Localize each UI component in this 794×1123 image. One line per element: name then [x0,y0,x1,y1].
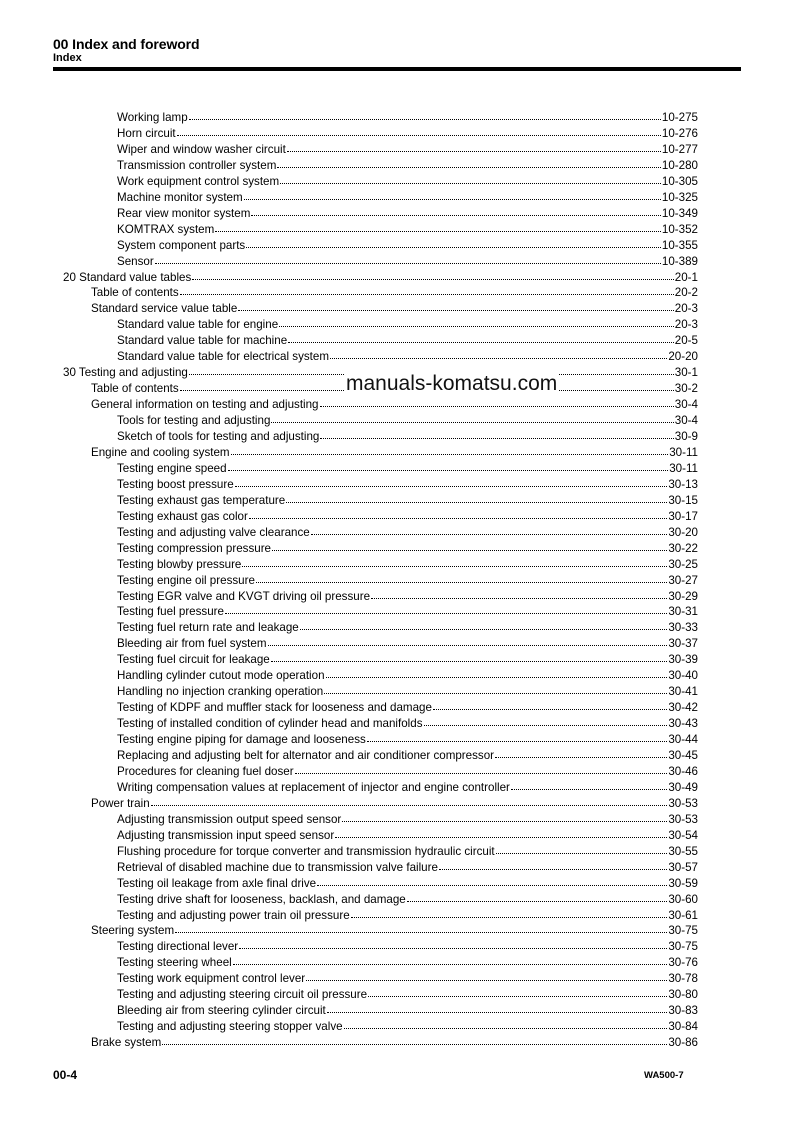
toc-entry-page: 30-86 [668,1036,698,1050]
toc-entry[interactable] [117,188,698,204]
toc-leader-dots [439,857,667,870]
toc-leader-dots [231,442,669,455]
toc-leader-dots [342,809,667,822]
toc-entry-label: KOMTRAX system [117,222,215,236]
toc-leader-dots [367,729,668,742]
toc-entry[interactable] [117,156,698,172]
toc-entry-label: System component parts [117,238,246,252]
toc-entry-page: 30-11 [669,445,698,459]
toc-entry-page: 10-389 [661,254,698,268]
toc-leader-dots [335,825,667,838]
toc-entry[interactable] [117,204,698,220]
toc-leader-dots [271,410,673,423]
toc-entry-label: Machine monitor system [117,190,243,204]
toc-leader-dots [320,426,673,439]
toc-entry[interactable] [117,1001,698,1017]
toc-entry-page: 30-53 [668,796,698,810]
toc-entry-label: Engine and cooling system [91,445,230,459]
toc-entry-page: 30-25 [668,557,698,571]
toc-entry-page: 10-325 [661,190,698,204]
toc-leader-dots [306,968,667,981]
toc-entry-label: Standard value table for electrical system [117,350,330,364]
toc-entry-page: 30-54 [668,828,698,842]
toc-entry-page: 30-39 [668,653,698,667]
toc-entry-label: Testing engine speed [117,461,227,475]
toc-entry-page: 30-80 [668,988,698,1002]
toc-entry-page: 30-59 [668,876,698,890]
toc-entry-page: 10-305 [661,174,698,188]
toc-leader-dots [344,1016,668,1029]
toc-entry-label: Flushing procedure for torque converter and transmission hydraulic circuit [117,844,495,858]
toc-entry[interactable] [117,826,698,842]
toc-leader-dots [311,522,668,535]
toc-entry-label: Standard value table for engine [117,318,279,332]
toc-leader-dots [286,490,667,503]
toc-leader-dots [371,586,667,599]
toc-leader-dots [288,330,674,343]
toc-entry-label: Testing fuel return rate and leakage [117,621,299,635]
toc-leader-dots [155,251,661,264]
toc-leader-dots [151,793,668,806]
toc-entry[interactable] [117,427,698,443]
toc-entry-page: 30-17 [668,509,698,523]
toc-entry-label: Standard service value table [91,302,238,316]
toc-entry-page: 20-20 [668,350,698,364]
toc-entry-label: Steering system [91,924,175,938]
toc-entry-page: 10-275 [661,111,698,124]
toc-entry-page: 30-1 [674,366,698,380]
toc-entry-label: Handling cylinder cutout mode operation [117,669,325,683]
toc-entry-label: Testing and adjusting valve clearance [117,525,310,539]
toc-entry[interactable] [117,587,698,603]
toc-leader-dots [238,298,673,311]
toc-entry-label: Testing exhaust gas temperature [117,493,286,507]
toc-entry-label: General information on testing and adjusting [91,398,319,412]
toc-leader-dots [279,314,674,327]
toc-entry[interactable] [117,810,698,826]
toc-entry[interactable] [117,475,698,491]
toc-entry[interactable] [117,969,698,985]
toc-entry-page: 10-277 [661,142,698,156]
toc-leader-dots [177,123,661,136]
toc-entry[interactable] [117,220,698,236]
toc-entry[interactable] [117,331,698,347]
toc-leader-dots [496,841,668,854]
toc-leader-dots [271,649,668,662]
toc-entry-label: Horn circuit [117,126,176,140]
toc-leader-dots [317,873,667,886]
toc-entry[interactable] [117,906,698,922]
toc-entry[interactable] [117,140,698,156]
toc-entry-label: Standard value table for machine [117,334,288,348]
toc-entry[interactable] [91,395,698,411]
toc-leader-dots [287,139,661,152]
toc-entry-label: Writing compensation values at replacement of injector and engine controller [117,780,510,794]
toc-entry-page: 30-84 [668,1020,698,1034]
toc-entry[interactable] [63,268,698,284]
toc-entry-label: Testing engine oil pressure [117,573,255,587]
toc-leader-dots [244,187,661,200]
toc-entry[interactable] [91,921,698,937]
toc-entry-page: 30-13 [668,477,698,491]
toc-entry[interactable] [117,746,698,762]
toc-entry-label: 30 Testing and adjusting [63,366,188,380]
toc-leader-dots [295,761,668,774]
footer-model: WA500-7 [644,1070,684,1081]
toc-entry-page: 30-29 [668,589,698,603]
toc-leader-dots [215,219,661,232]
toc-entry[interactable] [117,778,698,794]
toc-entry[interactable] [117,315,698,331]
toc-leader-dots [225,601,667,614]
toc-entry-page: 30-22 [668,541,698,555]
toc-entry-page: 30-61 [668,908,698,922]
toc-entry-page: 20-1 [674,270,698,284]
toc-entry-page: 30-20 [668,525,698,539]
chapter-title: 00 Index and foreword [53,36,200,52]
toc-leader-dots [495,745,667,758]
toc-entry[interactable] [117,252,698,268]
toc-entry[interactable] [117,858,698,874]
toc-leader-dots [433,697,667,710]
toc-entry-label: Testing of KDPF and muffler stack for looseness and damage [117,701,432,715]
toc-entry-label: Testing EGR valve and KVGT driving oil pressure [117,589,371,603]
toc-entry[interactable] [117,666,698,682]
toc-entry-page: 30-40 [668,669,698,683]
toc-entry-page: 30-31 [668,605,698,619]
toc-entry[interactable] [117,874,698,890]
footer-page-number: 00-4 [53,1068,78,1082]
toc-entry-page: 30-27 [668,573,698,587]
toc-entry[interactable] [117,523,698,539]
toc-entry-page: 30-53 [668,812,698,826]
toc-entry-page: 30-75 [668,940,698,954]
toc-entry-label: Bleeding air from steering cylinder circuit [117,1004,326,1018]
toc-entry[interactable] [117,507,698,523]
toc-entry-page: 30-33 [668,621,698,635]
toc-entry[interactable] [117,491,698,507]
toc-entry-label: Procedures for cleaning fuel doser [117,764,294,778]
toc-entry-label: Testing directional lever [117,940,239,954]
toc-entry-page: 20-2 [674,286,698,300]
toc-entry[interactable] [117,172,698,188]
toc-entry-page: 30-76 [668,956,698,970]
toc-entry[interactable] [117,459,698,475]
toc-entry-page: 30-57 [668,860,698,874]
toc-entry[interactable] [117,571,698,587]
toc-entry-page: 20-5 [674,334,698,348]
toc-entry-page: 30-75 [668,924,698,938]
toc-entry-page: 30-43 [668,717,698,731]
toc-entry-page: 30-46 [668,764,698,778]
toc-entry-label: Working lamp [117,111,188,124]
toc-leader-dots [407,889,668,902]
toc-entry-label: Replacing and adjusting belt for alternator and air conditioner compressor [117,749,495,762]
toc-entry-page: 30-11 [669,461,698,475]
toc-leader-dots [242,554,667,567]
toc-leader-dots [239,936,667,949]
toc-entry-page: 10-355 [661,238,698,252]
toc-entry-page: 30-15 [668,493,698,507]
toc-entry-label: Work equipment control system [117,174,280,188]
toc-entry-page: 10-276 [661,126,698,140]
toc-entry-label: Tools for testing and adjusting [117,414,271,428]
toc-leader-dots [424,713,668,726]
toc-entry-page: 20-3 [674,318,698,332]
toc-entry-page: 30-83 [668,1004,698,1018]
toc-entry[interactable] [117,618,698,634]
toc-leader-dots [511,777,667,790]
toc-leader-dots [277,155,661,168]
toc-entry-label: Testing fuel circuit for leakage [117,653,270,667]
toc-leader-dots [189,107,661,120]
toc-leader-dots [272,538,667,551]
toc-entry-page: 10-280 [661,158,698,172]
toc-entry[interactable] [117,953,698,969]
toc-entry[interactable] [91,443,698,459]
toc-leader-dots [246,235,661,248]
toc-entry[interactable] [117,714,698,730]
toc-entry[interactable] [117,411,698,427]
toc-entry-label: Testing blowby pressure [117,557,242,571]
toc-entry-label: Sensor [117,254,154,268]
toc-entry[interactable] [117,985,698,1001]
toc-leader-dots [320,394,674,407]
toc-entry-label: Testing oil leakage from axle final drive [117,876,317,890]
toc-entry-page: 30-42 [668,701,698,715]
toc-entry[interactable] [117,842,698,858]
toc-leader-dots [327,1000,668,1013]
toc-entry[interactable] [117,108,698,124]
toc-entry[interactable] [91,1033,698,1049]
toc-leader-dots [175,920,667,933]
toc-entry[interactable] [117,555,698,571]
toc-entry[interactable] [91,283,698,299]
toc-entry[interactable] [117,124,698,140]
toc-entry-label: Handling no injection cranking operation [117,685,324,699]
header-rule [53,67,741,71]
toc-leader-dots [180,282,674,295]
toc-entry-label: Testing fuel pressure [117,605,224,619]
toc-leader-dots [251,203,661,216]
toc-entry[interactable] [91,794,698,810]
toc-leader-dots [324,681,667,694]
toc-entry-page: 30-2 [674,382,698,396]
toc-entry[interactable] [117,236,698,252]
toc-entry-label: 20 Standard value tables [63,270,192,284]
toc-entry[interactable] [117,602,698,618]
toc-entry-label: Brake system [91,1036,162,1050]
toc-entry[interactable] [117,937,698,953]
toc-entry-label: Retrieval of disabled machine due to transmission valve failure [117,860,438,874]
toc-entry[interactable] [117,650,698,666]
toc-entry-label: Testing steering wheel [117,956,232,970]
toc-entry-page: 30-49 [668,780,698,794]
toc-entry-label: Testing engine piping for damage and looseness [117,733,366,747]
toc-leader-dots [249,506,668,519]
toc-entry-label: Wiper and window washer circuit [117,142,286,156]
toc-entry-page: 30-78 [668,972,698,986]
toc-entry-label: Testing work equipment control lever [117,972,306,986]
toc-entry-label: Power train [91,796,150,810]
toc-entry-page: 10-349 [661,206,698,220]
toc-entry-page: 20-3 [674,302,698,316]
toc-entry[interactable] [117,1017,698,1033]
toc-entry[interactable] [117,890,698,906]
toc-entry-label: Testing and adjusting power train oil pressure [117,908,350,922]
toc-entry-label: Table of contents [91,382,179,396]
toc-leader-dots [330,346,667,359]
toc-entry-label: Testing drive shaft for looseness, backlash, and damage [117,892,406,906]
toc-entry-page: 30-37 [668,637,698,651]
toc-entry-label: Testing compression pressure [117,541,272,555]
toc-entry[interactable] [117,698,698,714]
toc-leader-dots [280,171,661,184]
toc-leader-dots [233,952,668,965]
toc-entry-label: Testing exhaust gas color [117,509,248,523]
toc-entry-page: 30-4 [674,398,698,412]
toc-entry[interactable] [91,299,698,315]
toc-entry-page: 30-55 [668,844,698,858]
toc-entry-label: Bleeding air from fuel system [117,637,267,651]
toc-entry-page: 30-9 [674,430,698,443]
toc-entry[interactable] [117,682,698,698]
toc-entry-label: Rear view monitor system [117,206,251,220]
toc-leader-dots [326,665,668,678]
toc-entry-label: Table of contents [91,286,179,300]
toc-entry[interactable] [117,762,698,778]
toc-entry-label: Adjusting transmission input speed sensor [117,828,335,842]
toc-leader-dots [300,617,668,630]
toc-entry-label: Transmission controller system [117,158,277,172]
toc-entry-page: 30-44 [668,733,698,747]
toc-leader-dots [162,1032,667,1045]
toc-entry-label: Testing and adjusting steering circuit oil pressure [117,988,368,1002]
toc-entry-label: Testing boost pressure [117,477,234,491]
toc-entry-page: 30-4 [674,414,698,428]
toc-entry-label: Adjusting transmission output speed sensor [117,812,342,826]
toc-entry[interactable] [117,347,698,363]
toc-leader-dots [192,267,674,280]
toc-entry-page: 30-60 [668,892,698,906]
section-subtitle: Index [53,52,82,64]
toc-entry-label: Testing of installed condition of cylinder head and manifolds [117,717,423,731]
watermark: manuals-komatsu.com [346,372,558,395]
toc-leader-dots [235,474,668,487]
toc-entry-label: Testing and adjusting steering stopper valve [117,1020,343,1034]
toc-leader-dots [228,458,669,471]
toc-entry-label: Sketch of tools for testing and adjusting [117,430,320,443]
toc-leader-dots [351,905,668,918]
toc-leader-dots [368,984,667,997]
toc-entry[interactable] [117,539,698,555]
toc-leader-dots [256,570,667,583]
toc-entry-page: 30-41 [668,685,698,699]
toc-entry[interactable] [117,634,698,650]
toc-entry-page: 10-352 [661,222,698,236]
toc-entry[interactable] [117,730,698,746]
toc-entry-page: 30-45 [668,749,698,762]
toc-leader-dots [268,633,668,646]
